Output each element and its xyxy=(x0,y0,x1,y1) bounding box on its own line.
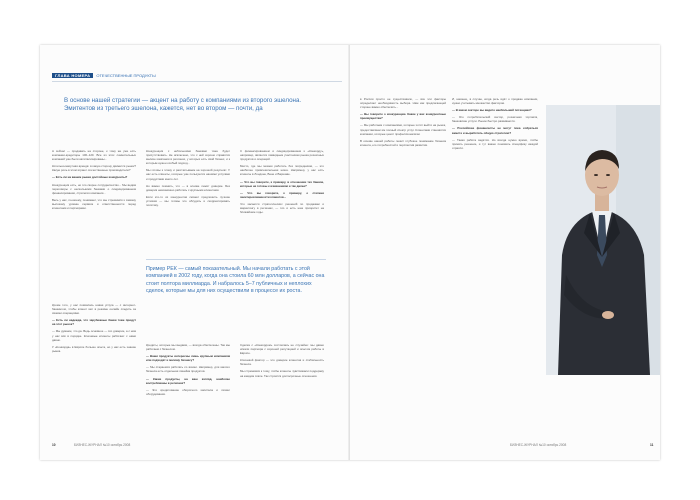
right-text-column-1 xyxy=(360,97,446,150)
question: — Есть ли на вашем рынке достойные конкуренты? xyxy=(52,175,128,180)
section-tag: ГЛАВА НОМЕРА xyxy=(52,73,93,78)
question: — Что вы говорите, к примеру, в отношении тех банков, которые не готовы к изменениям и так далее? xyxy=(240,179,324,188)
question: — Какие продукты, на ваш взгляд, наиболее востребованы в регионах? xyxy=(146,376,230,385)
portrait-illustration xyxy=(546,105,660,375)
paragraph: Кредиты, которые мы выдаём, — всегда обеспечены. Так мы работаем с бизнесом. xyxy=(146,343,230,352)
question: — В каком секторе вы видите наибольший потенциал? xyxy=(452,108,532,113)
paragraph: — Это кредитование оборотного капитала и лизинг оборудования. xyxy=(146,387,230,396)
portrait-photo xyxy=(546,105,660,375)
question: — Что вы говорите, к примеру, о степени заинтересованности клиентов... xyxy=(240,190,324,199)
question: — Есть ли надежда, что зарубежные банки тоже придут на этот рынок? xyxy=(52,318,136,327)
paragraph: У «Конкорда» в Европе больше опыта, но у нас есть знание рынка. xyxy=(52,344,136,353)
left-page xyxy=(40,45,350,460)
paragraph: — Это потребительский сектор, розничная торговля, банковские услуги. Рынок быстро развивается. xyxy=(452,115,538,124)
paragraph: С финансированием и синдицированием к «Конкорду», например, является ликвидным участником рынка розничных продуктов и операций. xyxy=(240,149,324,162)
lead-paragraph: В основе нашей стратегии — акцент на работу с компаниями из второго эшелона. Эмитентов из третьего эшелона, кажется, нет во втором — почти, да xyxy=(64,97,302,113)
text-column-2 xyxy=(146,149,230,210)
paragraph: Сделка с «Конкордом» состоялась не случайно: мы давно искали партнёра с хорошей репутацией и опытом работы в Европе. xyxy=(240,343,324,356)
text-column-1 xyxy=(52,149,136,213)
text-column-3 xyxy=(240,149,324,217)
page-number-left: 10 xyxy=(52,443,56,447)
question: — Ваши продукты интересны лишь крупным компаниям или подходят и малому бизнесу? xyxy=(146,354,230,363)
paragraph: В основе нашей работы лежит глубокое понимание бизнеса клиента, его потребностей и перспектив развития. xyxy=(360,138,446,147)
lower-column-2 xyxy=(146,343,230,399)
paragraph: Конкуренция есть, но это скорее сотрудничество... Мы ведём переговоры с несколькими банками о синдицированном финансировании, стратегия компании... xyxy=(52,182,136,195)
paragraph: Но важно помнить, что — в основе лежит доверие. Без доверия невозможно работать с крупными клиентами. xyxy=(146,183,230,192)
paragraph: А сейчас — продавать на стороне, к тому же уже есть компании-кредиторы 100–120. Все из этих сомнительных компаний уже были капитализированы... xyxy=(52,149,136,162)
paragraph: в России просто не существовало, — все эти факторы определяют необходимость выбора. Нам как предлагающей стороне важно обеспечить... xyxy=(360,97,446,110)
paragraph: Котельно-мазутная аренда: в какую сторону движется рынок? Какую роль в этом играют отечественные производители? xyxy=(52,164,136,173)
paragraph: Весь у нас, по-моему, понимают, что мы стремимся к самому высокому уровню сервиса и ответственности перед клиентами и партнёрами. xyxy=(52,197,136,211)
right-page xyxy=(350,45,660,460)
section-header xyxy=(52,73,156,79)
paragraph: И, наконец, в случае, когда речь идёт о продаже компании, нужно учитывать множество факторов. xyxy=(452,97,538,106)
right-text-column-2 xyxy=(452,97,538,153)
lower-column-1 xyxy=(52,303,136,356)
magazine-spread xyxy=(40,45,660,460)
paragraph: Ключевой фактор — это доверие клиентов и стабильность бизнеса. xyxy=(240,358,324,367)
page-number-right: 11 xyxy=(650,443,654,447)
paragraph: — Такая работа ведётся. Но всегда нужно время, чтобы принять решение, и тут важно понимать специфику каждой отрасли. xyxy=(452,137,538,150)
paragraph: Мы готовы к этому и рассчитываем на хороший результат. У нас есть клиенты, которые уже пользуются нашими услугами и продуктами много лет. xyxy=(146,168,230,181)
lower-column-3 xyxy=(240,343,324,381)
publication-line-right: БИЗНЕС-ЖУРНАЛ №10 октябрь 2008 xyxy=(510,443,567,447)
pull-quote: Пример РЕК — самый показательный. Мы начали работать с этой компанией в 2002 году, когда она стоила 60 млн долларов, а сейчас она стоит полтора миллиарда. И набралось 5–7 публичных и неплохих сделок, которые мы для них осуществили в процессе их роста. xyxy=(146,259,326,296)
section-subtitle: ОТЕЧЕСТВЕННЫЕ ПРОДУКТЫ xyxy=(96,73,156,78)
paragraph: Конкуренция с небольшими банками тоже будет присутствовать. Не исключено, что с ней хорошо справятся мелкие компании в регионах, у которых есть свой бизнес, и к которым нужен особый подход... xyxy=(146,149,230,166)
paragraph: Мы стремимся к тому, чтобы клиенты чувствовали поддержку на каждом этапе. Так строятся долгосрочные отношения. xyxy=(240,369,324,378)
paragraph: Место, где мы можем работать без посредников, — это наиболее привлекательная ниша. Например, у нас есть клиенты в Лондоне, Вене и Варшаве. xyxy=(240,164,324,177)
header-rule xyxy=(52,81,342,82)
paragraph: — Мы думаем, что да. Ведь основное — это доверие, а с ним у нас всё в порядке. Ключевые клиенты работают с нами давно. xyxy=(52,329,136,342)
paragraph: — Мы стараемся работать со всеми. Например, для малого бизнеса есть отдельная линейка продуктов. xyxy=(146,365,230,374)
question: — Вы говорите о конкуренции. Какие у вас конкурентные преимущества? xyxy=(360,112,446,121)
paragraph: Что касается стратегических решений по продажам и маркетингу в регионах, — это и есть наш приоритет на ближайшие годы. xyxy=(240,201,324,215)
paragraph: — Мы работаем с компаниями, которые хотят выйти на рынок, предоставляем им полный спектр услуг. Клиентами становятся компании, которые ценят профессионализм. xyxy=(360,123,446,136)
publication-line-left: БИЗНЕС-ЖУРНАЛ №10 октябрь 2008 xyxy=(74,443,131,447)
paragraph: Если кто-то из конкурентов сможет предложить лучшие условия — мы готовы это обсудить и скорректировать политику. xyxy=(146,194,230,208)
paragraph: Кроме того, у нас появилась новая услуга — с интернет-банкингом, чтобы клиент мог в режиме онлайн следить за своими операциями. xyxy=(52,303,136,316)
question: — Российские финансисты не могут пока собраться вместе и выработать общую стратегию? xyxy=(452,126,538,135)
